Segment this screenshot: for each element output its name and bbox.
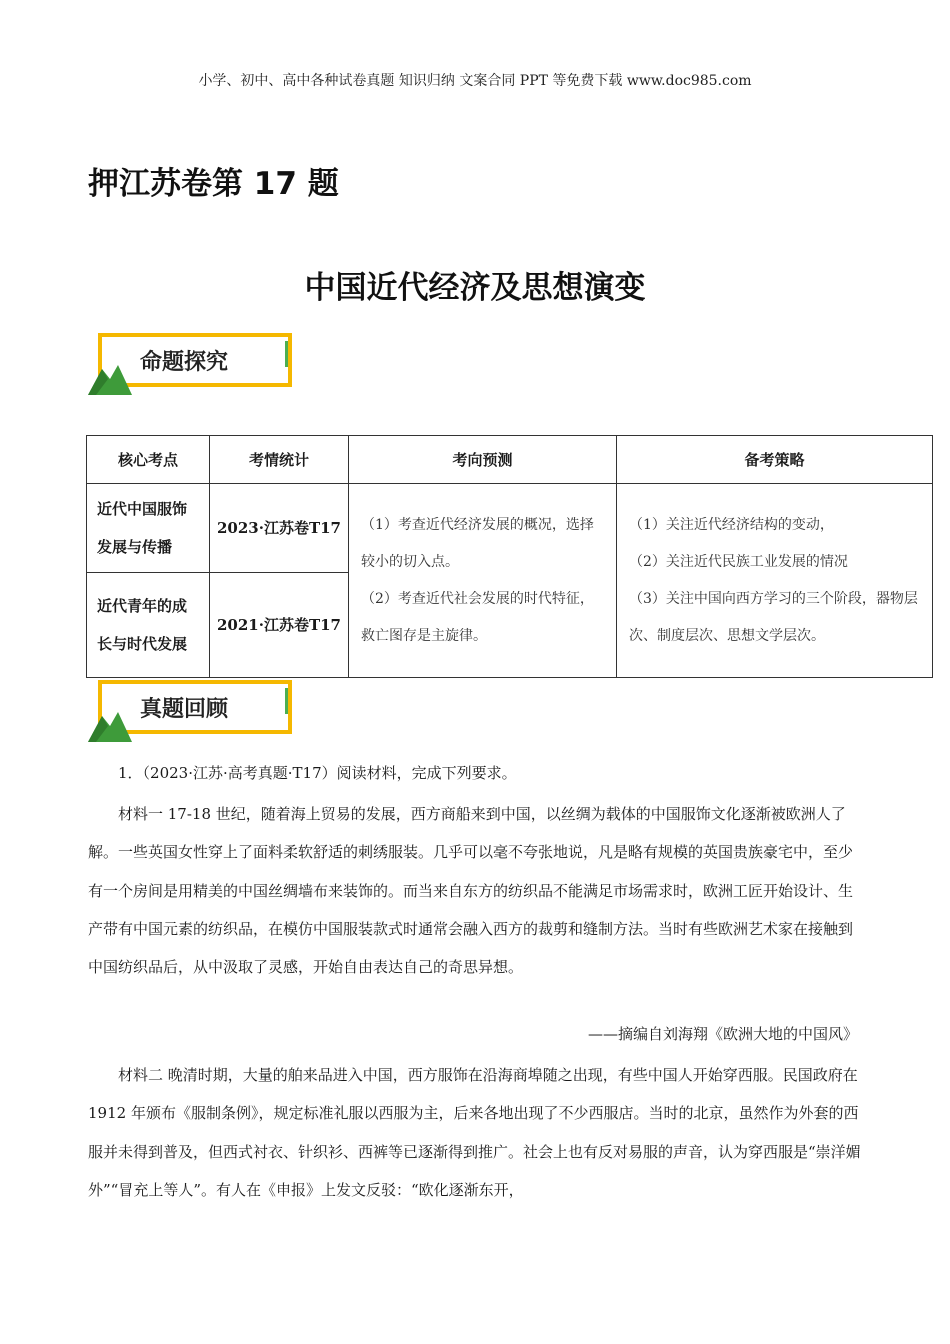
prediction-item: （2）考查近代社会发展的时代特征，救亡图存是主旋律。 <box>361 590 594 644</box>
overview-table <box>86 435 933 678</box>
banner-stripe <box>285 688 288 714</box>
material-two <box>88 1056 866 1209</box>
page-header: 小学、初中、高中各种试卷真题 知识归纳 文案合同 PPT 等免费下载 www.doc985.com <box>198 73 752 89</box>
section-banner-review <box>88 680 298 746</box>
table-row <box>87 484 933 573</box>
section-label: 命题探究 <box>140 350 229 375</box>
exam-title: 押江苏卷第 17 题 <box>88 166 339 202</box>
core-point-cell: 近代中国服饰发展与传播 <box>87 484 210 573</box>
material-one-source: ——摘编自刘海翔《欧洲大地的中国风》 <box>587 1025 858 1043</box>
core-point-cell: 近代青年的成长与时代发展 <box>87 573 210 678</box>
mountain-icon <box>88 704 132 744</box>
material-one <box>88 795 866 986</box>
strategy-cell <box>617 484 933 678</box>
prediction-cell <box>349 484 617 678</box>
section-label: 真题回顾 <box>140 697 229 722</box>
table-header: 考情统计 <box>210 436 349 484</box>
mountain-icon <box>88 357 132 397</box>
section-banner-explore <box>88 333 298 399</box>
topic-title: 中国近代经济及思想演变 <box>304 270 646 306</box>
question-intro: 1．（2023·江苏·高考真题·T17）阅读材料，完成下列要求。 <box>118 764 517 782</box>
table-header: 备考策略 <box>617 436 933 484</box>
banner-stripe <box>285 341 288 367</box>
strategy-item: （1）关注近代经济结构的变动， <box>629 516 834 533</box>
exam-stat-cell: 2021·江苏卷T17 <box>210 573 349 678</box>
table-header: 考向预测 <box>349 436 617 484</box>
prediction-item: （1）考查近代经济发展的概况，选择较小的切入点。 <box>361 516 594 570</box>
material-two-text: 材料二 晚清时期，大量的舶来品进入中国，西方服饰在沿海商埠随之出现，有些中国人开始穿西服。民国政府在 1912 年颁布《服制条例》，规定标准礼服以西服为主，后来各地出现了不少西服店。当时的北京，虽然作为外套的西服并未得到普及，但西式衬衣、针织衫、西裤等已逐渐得到推广。社会上也有反对易服的声音，认为穿西服是“崇洋媚外”“冒充上等人”。有人在《申报》上发文反驳：“欧化逐渐东开， <box>88 1066 861 1199</box>
strategy-item: （2）关注近代民族工业发展的情况 <box>629 553 848 570</box>
material-one-text: 材料一 17-18 世纪，随着海上贸易的发展，西方商船来到中国，以丝绸为载体的中国服饰文化逐渐被欧洲人了解。一些英国女性穿上了面料柔软舒适的刺绣服装。几乎可以毫不夸张地说，凡是略有规模的英国贵族豪宅中，至少有一个房间是用精美的中国丝绸墙布来装饰的。而当来自东方的纺织品不能满足市场需求时，欧洲工匠开始设计、生产带有中国元素的纺织品，在模仿中国服装款式时通常会融入西方的裁剪和缝制方法。当时有些欧洲艺术家在接触到中国纺织品后，从中汲取了灵感，开始自由表达自己的奇思异想。 <box>88 805 854 977</box>
strategy-item: （3）关注中国向西方学习的三个阶段，器物层次、制度层次、思想文学层次。 <box>629 590 918 644</box>
exam-stat-cell: 2023·江苏卷T17 <box>210 484 349 573</box>
table-header-row <box>87 436 933 484</box>
table-header: 核心考点 <box>87 436 210 484</box>
